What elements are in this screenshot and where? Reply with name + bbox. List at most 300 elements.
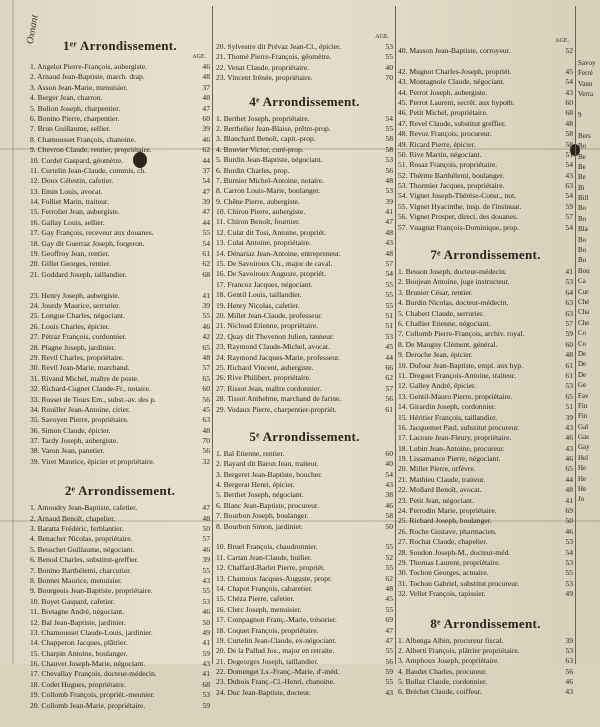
list-item (398, 309, 573, 319)
entry-age: 46 (202, 62, 210, 71)
entry-name: 14. Chapot François, cabaretier. (216, 583, 313, 593)
entry-age: 43 (202, 659, 210, 669)
entry-name: 21. Mathieu Claude, traiteur. (398, 474, 486, 484)
entry-age: 63 (565, 308, 573, 318)
list-item (216, 470, 393, 480)
entry-name: 25. Longue Charles, négociant. (30, 311, 125, 321)
entry-name: 26. Louis Charles, épicier. (30, 321, 110, 331)
entry-age: 39 (202, 197, 210, 207)
entry-age: 56 (202, 394, 210, 404)
list-item (216, 542, 393, 552)
cropped-entry: Bo (578, 214, 587, 223)
cropped-entry: Savoy (578, 59, 596, 67)
entry-age: 43 (565, 687, 573, 697)
entry-age: 41 (202, 669, 210, 679)
entry-name: 10. Dufour Jean-Baptiste, empl. aux hyp. (398, 360, 524, 370)
list-item (30, 124, 210, 134)
cropped-entry: Ché (578, 297, 590, 306)
entry-age: 62 (202, 259, 210, 269)
list-item (30, 426, 210, 436)
list-item (30, 576, 210, 586)
list-item (398, 119, 573, 129)
entry-name: 3. Asson Jean-Marie, menuisier. (30, 82, 128, 92)
list-item (30, 457, 210, 467)
entry-name: 22. Mollard Benoît, avocat. (398, 485, 482, 495)
entry-age: 55 (385, 279, 393, 289)
entry-name: 1. Berthet Joseph, propriétaire. (216, 113, 310, 123)
entry-age: 37 (202, 165, 210, 175)
entry-name: 11. Curtelin Jean-Claude, commis, ch. (30, 165, 147, 175)
entry-age: 50 (202, 524, 210, 534)
list-item (216, 384, 393, 394)
entry-name: 28. Tissot Anthelme, marchand de farine. (216, 394, 342, 404)
entry-age: 43 (565, 87, 573, 97)
list-item (30, 311, 210, 321)
entry-name: 32. Richard-Cugnet Claude-Fr., notaire. (30, 384, 151, 394)
entry-age: 46 (565, 454, 573, 464)
spacer (398, 233, 573, 247)
list-item (30, 291, 210, 301)
entry-age: 55 (202, 311, 210, 321)
entry-age: 48 (565, 118, 573, 128)
entry-age: 58 (385, 511, 393, 521)
cropped-entry: Gas (578, 433, 589, 442)
entry-name: 31. Rivand Michel, maître de poste. (30, 373, 139, 383)
entry-age: 64 (565, 287, 573, 297)
list-item (216, 342, 393, 352)
list-item (216, 238, 393, 248)
entry-age: 62 (385, 373, 393, 383)
entry-age: 51 (565, 402, 573, 412)
list-item (30, 332, 210, 342)
list-item (30, 503, 210, 513)
entry-age: 54 (565, 191, 573, 201)
entry-name: 8. Carron Louis-Marie, boulanger. (216, 186, 321, 196)
entry-name: 29. Revil Charles, propriétaire. (30, 352, 125, 362)
entry-name: 5. Berthet Joseph, négociant. (216, 490, 304, 500)
entry-age: 37 (202, 82, 210, 92)
entry-age: 52 (565, 46, 573, 55)
entry-name: 33. Rosset de Tours Em., subst.-av. des p. (30, 394, 157, 404)
entry-age: 46 (202, 321, 210, 331)
entry-name: 12. Galley André, épicier. (398, 381, 477, 391)
column-2 (216, 34, 393, 697)
entry-name: 15. Chéza Pierre, cafetier. (216, 594, 295, 604)
list-item (30, 669, 210, 679)
list-item (30, 322, 210, 332)
entry-name: 31. Tochon Gabriel, substitut procureur. (398, 578, 520, 588)
entry-age: 56 (385, 394, 393, 404)
entry-age: 39 (385, 196, 393, 206)
entry-name: 17. Chevallay François, docteur-médecin. (30, 669, 157, 679)
list-item (398, 223, 573, 233)
entry-age: 46 (385, 500, 393, 510)
entry-age: 63 (565, 181, 573, 191)
entry-name: 17. Francoz Jacques, négociant. (216, 279, 313, 289)
entry-name: 26. Roche Gustave, pharmacien. (398, 526, 497, 536)
list-item (30, 343, 210, 353)
cropped-entry: Che (578, 318, 590, 327)
cropped-entry: Bou (578, 266, 590, 275)
entry-name: 20. De la Pallud Jos., major en retraite. (216, 646, 335, 656)
entry-name: 22. Quay dit Thevenon Julien, tanneur. (216, 331, 334, 341)
list-item (398, 319, 573, 329)
entry-name: 19. Collomb François, propriét.-meunier. (30, 690, 155, 700)
entry-age: 47 (202, 207, 210, 217)
page-fold (12, 0, 14, 664)
list-item (216, 480, 393, 490)
entry-name: 7. Bonino Barthélemi, charcutier. (30, 565, 132, 575)
entry-age: 68 (565, 108, 573, 118)
entry-age: 44 (565, 474, 573, 484)
list-item (216, 532, 393, 542)
entry-age: 60 (565, 339, 573, 349)
list-item (216, 73, 393, 83)
entry-name: 6. Blanc Jean-Baptiste, procureur. (216, 500, 319, 510)
list-item (398, 454, 573, 464)
entry-age: 45 (385, 594, 393, 604)
entry-name: 25. Richard Joseph, boulanger. (398, 516, 492, 526)
list-item (398, 687, 573, 697)
list-item (398, 381, 573, 391)
list-item (30, 187, 210, 197)
list-item (30, 83, 210, 93)
cropped-entry: He (578, 464, 587, 473)
entry-name: 9. Deroche Jean, épicier. (398, 350, 473, 360)
entry-name: 7. Burnier Michel-Antoine, notaire. (216, 175, 324, 185)
entry-name: 23. Petit Jean, négociant. (398, 495, 474, 505)
entry-name: 12. Culat dit Tosi, Antoine, propriét. (216, 227, 327, 237)
list-item (30, 415, 210, 425)
entry-name: 11. Chiron Benoît, fournier. (216, 217, 301, 227)
entry-age: 69 (385, 615, 393, 625)
entry-age: 55 (385, 123, 393, 133)
entry-name: 6. Bréchet Claude, coiffeur. (398, 687, 482, 697)
list-item (30, 104, 210, 114)
list-item (216, 657, 393, 667)
entry-age: 55 (385, 677, 393, 687)
entry-name: 20. Collomb Jean-Marie, propriétaire. (30, 700, 146, 710)
list-item (398, 329, 573, 339)
entry-age: 46 (565, 433, 573, 443)
entry-name: 30. Revil Jean-Marie, marchand. (30, 363, 130, 373)
list-item (216, 490, 393, 500)
cropped-entry: Ge (578, 381, 587, 390)
entry-name: 13. Gentil-Mauro Pierre, propriétaire. (398, 391, 513, 401)
list-item (398, 150, 573, 160)
list-item (30, 555, 210, 565)
entry-age: 68 (202, 679, 210, 689)
list-item (216, 134, 393, 144)
column-rule (575, 6, 576, 664)
entry-age: 60 (565, 97, 573, 107)
entry-age: 57 (565, 212, 573, 222)
list-item (30, 395, 210, 405)
entry-age: 70 (385, 73, 393, 83)
entry-age: 63 (565, 298, 573, 308)
list-item (398, 496, 573, 506)
entry-name: 3. Baratta Frédéric, ferblantier. (30, 524, 124, 534)
entry-age: 57 (565, 318, 573, 328)
entry-age: 53 (565, 645, 573, 655)
entry-name: 40. Masson Jean-Baptiste, corroyeur. (398, 46, 511, 55)
entry-name: 47. Revel Claude, substitut greffier. (398, 118, 507, 128)
entry-age: 54 (385, 113, 393, 123)
entry-name: 20. Gillet Georges, rentier. (30, 259, 111, 269)
list-item (216, 459, 393, 469)
entry-name: 56. Vignet Prosper, direct. des douanes. (398, 212, 518, 222)
entry-age: 55 (385, 563, 393, 573)
entry-age: 54 (385, 269, 393, 279)
entry-age: 41 (385, 207, 393, 217)
entry-age: 58 (385, 134, 393, 144)
entry-age: 41 (565, 267, 573, 277)
entry-name: 22. Venat Claude, propriétaire. (216, 62, 310, 72)
entry-name: 19. Lissamance Pierre, négociant. (398, 454, 501, 464)
entry-name: 3. Blanchard Benoît, capit.-prop. (216, 134, 316, 144)
entry-name: 36. Simon Claude, épicier. (30, 425, 111, 435)
section-title: 4ᵉ Arrondissement. (249, 93, 360, 109)
entry-age: 51 (385, 310, 393, 320)
list-item (398, 392, 573, 402)
list-item (398, 98, 573, 108)
age-label: AGE. (375, 34, 389, 40)
entry-age: 61 (565, 360, 573, 370)
entry-name: 23. Vincent Irénée, propriétaire. (216, 73, 313, 83)
list-item (30, 680, 210, 690)
list-item (398, 667, 573, 677)
list-item (30, 259, 210, 269)
entry-age: 51 (385, 321, 393, 331)
cropped-entry: Hel (578, 453, 589, 462)
entry-name: 16. Jacquemet Paul, substitut procureur. (398, 422, 520, 432)
entry-name: 13. Culat Antoine, propriétaire. (216, 238, 311, 248)
list-item (30, 534, 210, 544)
entry-age: 53 (565, 557, 573, 567)
list-item (216, 574, 393, 584)
entry-age: 50 (565, 516, 573, 526)
entry-age: 44 (202, 155, 210, 165)
column-rule (395, 6, 396, 664)
list-item (30, 690, 210, 700)
list-item (216, 217, 393, 227)
entry-name: 18. Gay dit Guerraz Joseph, forgeron. (30, 238, 145, 248)
entry-name: 37. Tardy Joseph, aubergiste. (30, 436, 119, 446)
margin-handwriting: Oxnant (24, 14, 41, 45)
list-item (398, 677, 573, 687)
entry-age: 46 (202, 607, 210, 617)
list-item (216, 301, 393, 311)
entry-name: 1. Bal Etienne, rentier. (216, 448, 285, 458)
list-item (30, 384, 210, 394)
list-item (30, 62, 210, 72)
list-item (398, 288, 573, 298)
list-item (398, 656, 573, 666)
entry-name: 16. Chauvet Joseph-Marie, négociant. (30, 659, 146, 669)
cropped-entry: Bo (578, 246, 587, 255)
cropped-entry: Fin (578, 412, 588, 421)
entry-name: 35. Savoyen Pierre, propriétaire. (30, 415, 129, 425)
entry-name: 27. Pétraz François, cordonnier. (30, 332, 127, 342)
entry-age: 54 (565, 547, 573, 557)
list-item (216, 197, 393, 207)
list-item (30, 197, 210, 207)
entry-name: 2. Bayard dit Baron Jean, traiteur. (216, 459, 319, 469)
list-item (216, 563, 393, 573)
list-item (216, 511, 393, 521)
entry-name: 34. Rouiller Jean-Antoine, cirier. (30, 404, 130, 414)
list-item (30, 607, 210, 617)
list-item (30, 374, 210, 384)
entry-age: 53 (202, 690, 210, 700)
entry-age: 53 (385, 42, 393, 51)
column-rule (212, 6, 213, 664)
list-item (30, 218, 210, 228)
entry-age: 69 (565, 506, 573, 516)
entry-age: 39 (202, 300, 210, 310)
entry-name: 4. Bergerat Henri, épicier. (216, 480, 295, 490)
entry-age: 53 (385, 331, 393, 341)
list-item (398, 558, 573, 568)
entry-name: 9. Chêne Pierre, aubergiste. (216, 196, 300, 206)
entry-name: 10. Boyet Gaspard, cafetier. (30, 596, 115, 606)
entry-age: 48 (565, 485, 573, 495)
entry-name: 5. Chabert Claude, serrurier. (398, 308, 485, 318)
entry-age: 57 (202, 363, 210, 373)
entry-age: 61 (202, 249, 210, 259)
entry-name: 13. Chamoux Jacques-Auguste, propr. (216, 573, 332, 583)
entry-name: 23. Dubois Franç.-Cl.-Henri, chanoine. (216, 677, 335, 687)
cropped-entry: De (578, 349, 587, 358)
cropped-entry: Verra (578, 90, 594, 99)
list-item (398, 464, 573, 474)
entry-age: 55 (385, 290, 393, 300)
entry-name: 57. Vuagnat François-Dominique, prop. (398, 222, 519, 232)
list-item (398, 444, 573, 454)
list-item (30, 545, 210, 555)
entry-name: 8. Bourbon Simon, jardinier. (216, 521, 303, 531)
list-item (398, 361, 573, 371)
entry-age: 68 (202, 269, 210, 279)
cropped-entry: He (578, 474, 587, 483)
list-item (398, 579, 573, 589)
list-item (398, 589, 573, 599)
section-title: 8ᵉ Arrondissement. (430, 615, 541, 631)
list-item (30, 156, 210, 166)
entry-age: 60 (202, 113, 210, 123)
entry-age: 56 (565, 666, 573, 676)
entry-name: 32. Vellet François, tapissier. (398, 589, 486, 599)
list-item (216, 605, 393, 615)
list-item (398, 413, 573, 423)
cropped-entry (578, 100, 600, 110)
list-item (30, 114, 210, 124)
list-item (398, 46, 573, 56)
entry-age: 55 (385, 646, 393, 656)
entry-name: 1. Amoudry Jean-Baptiste, cafetier. (30, 503, 138, 513)
list-item (398, 108, 573, 118)
spacer (398, 698, 573, 714)
entry-name: 39. Viret Maurice, épicier et propriétaire. (30, 456, 155, 466)
entry-name: 2. Boujean Antoine, juge instructeur. (398, 277, 510, 287)
entry-age: 55 (385, 604, 393, 614)
entry-age: 43 (385, 480, 393, 490)
list-item (398, 636, 573, 646)
list-item (398, 140, 573, 150)
entry-name: 20. Millet Pierre, orfèvre. (398, 464, 476, 474)
entry-age: 62 (202, 145, 210, 155)
cropped-entry: Bers (578, 131, 591, 140)
list-item (216, 688, 393, 698)
entry-age: 65 (565, 464, 573, 474)
entry-name: 3. Amphoux Joseph, propriétaire. (398, 656, 500, 666)
list-item (30, 72, 210, 82)
list-item (398, 548, 573, 558)
entry-age: 40 (385, 62, 393, 72)
list-item (398, 277, 573, 287)
entry-name: 9. Bourgeois Jean-Baptiste, propriétaire. (30, 586, 153, 596)
list-item (216, 522, 393, 532)
entry-age: 41 (202, 290, 210, 300)
entry-name: 53. Thormier Jacques, propriétaire. (398, 181, 505, 191)
entry-name: 5. Besuchet Guillaume, négociant. (30, 544, 135, 554)
entry-age: 53 (565, 578, 573, 588)
cropped-entry: Bill (578, 194, 589, 203)
spacer (216, 84, 393, 94)
list-item (216, 615, 393, 625)
entry-name: 2. Arnaud Benoît, chapelier. (30, 513, 116, 523)
entry-age: 44 (385, 352, 393, 362)
entry-age: 43 (565, 170, 573, 180)
cropped-entry: Co (578, 339, 587, 348)
list-item (216, 373, 393, 383)
cropped-entry: De (578, 360, 587, 369)
entry-name: 5. Bollon Joseph, charpentier. (30, 103, 121, 113)
entry-age: 53 (385, 155, 393, 165)
list-item (216, 280, 393, 290)
entry-name: 14. Chapperon Jacques, plâtrier. (30, 638, 128, 648)
spacer (216, 698, 393, 712)
list-item (30, 649, 210, 659)
list-item (30, 93, 210, 103)
entry-name: 52. Thérme Barthélemi, boulanger. (398, 170, 505, 180)
entry-age: 49 (565, 589, 573, 599)
entry-name: 18. Coquet François, propriétaire. (216, 625, 319, 635)
entry-name: 16. De Savoiroux Auguste, propriét. (216, 269, 326, 279)
entry-name: 23. Henry Joseph, aubergiste. (30, 290, 120, 300)
entry-name: 24. Raymond Jacques-Marie, professeur. (216, 352, 340, 362)
entry-name: 24. Jourdy Maurice, serrurier. (30, 300, 121, 310)
entry-name: 19. Curtelin Jean-Claude, ex-négociant. (216, 635, 337, 645)
entry-name: 19. Geoffroy Jean, rentier. (30, 249, 110, 259)
list-item (30, 436, 210, 446)
entry-age: 59 (565, 329, 573, 339)
section-title: 7ᵉ Arrondissement. (430, 247, 541, 263)
age-label: AGE. (192, 54, 206, 60)
cropped-entry: Jo (578, 495, 585, 504)
cropped-entry: Be (578, 173, 586, 182)
cropped-entry: Cur (578, 287, 589, 296)
entry-age: 43 (565, 443, 573, 453)
cropped-entry: Bo (578, 256, 587, 265)
entry-name: 8. Chamousset François, chanoine. (30, 134, 136, 144)
entry-name: 8. De Maugny Clément, général. (398, 339, 498, 349)
entry-name: 9. Chevron Claude, rentier, propriétaire. (30, 145, 152, 155)
entry-name: 5. Burdin Jean-Baptiste, négociant. (216, 155, 323, 165)
entry-name: 26. Rive Philibert, propriétaire. (216, 373, 311, 383)
list-item (398, 433, 573, 443)
entry-name: 42. Mugnot Charles-Joseph, propriét. (398, 66, 512, 76)
